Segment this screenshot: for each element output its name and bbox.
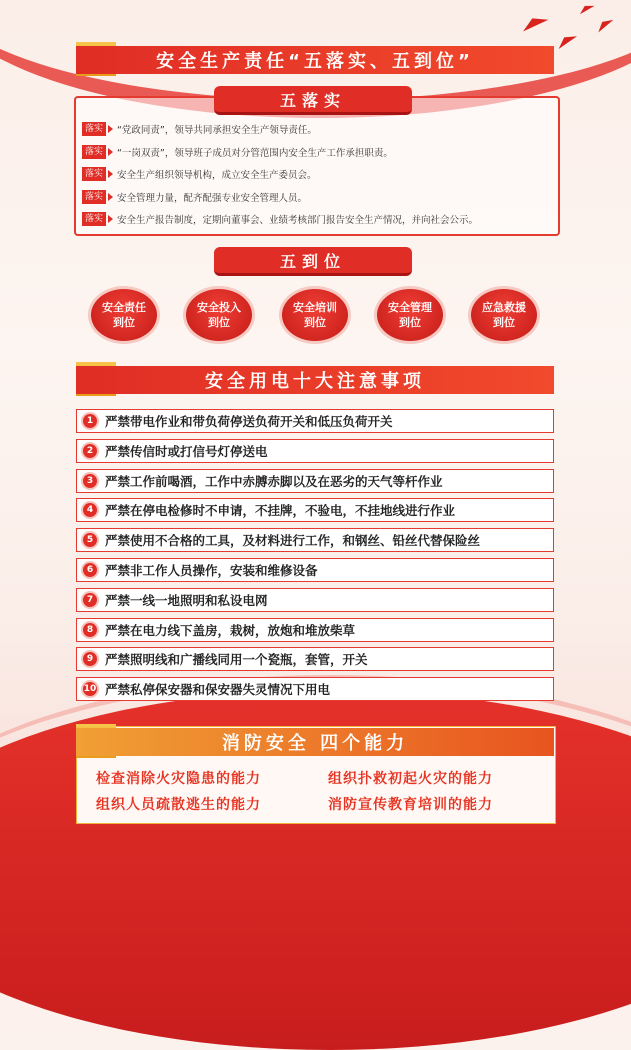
list-item [82,189,307,205]
list-item [82,211,478,227]
triangle-icon [108,170,113,178]
implement-tag: 落实 [82,145,106,159]
number-badge: 10 [83,684,97,694]
triangle-icon [108,215,113,223]
list-item [76,469,554,493]
triangle-icon [108,148,113,156]
list-item [76,647,554,671]
item-text: 严禁带电作业和带负荷停送负荷开关和低压负荷开关 [105,414,393,429]
inplace-line2: 到位 [399,316,421,329]
triangle-icon [108,193,113,201]
inplace-line1: 安全责任 [102,301,146,314]
ability-text: 组织人员疏散逃生的能力 [96,797,261,813]
number-badge: 8 [83,623,97,637]
item-text: 严禁一线一地照明和私设电网 [105,593,268,608]
ability-text: 组织扑救初起火灾的能力 [328,771,493,787]
inplace-line1: 安全管理 [388,301,432,314]
list-item [76,588,554,612]
list-item [82,144,393,160]
implement-text: 安全生产组织领导机构，成立安全生产委员会。 [117,170,317,181]
inplace-circle [279,286,351,344]
number-badge: 5 [83,533,97,547]
list-item [76,558,554,582]
ability-text: 检查消除火灾隐患的能力 [96,771,261,787]
ability-text: 消防宣传教育培训的能力 [328,797,493,813]
item-text: 严禁在停电检修时不申请，不挂牌，不验电，不挂地线进行作业 [105,503,456,518]
list-item [76,677,554,701]
list-item [76,439,554,463]
item-text: 严禁传信时或打信号灯停送电 [105,444,268,459]
list-item [76,498,554,522]
implement-text: 安全生产报告制度，定期向董事会、业绩考核部门报告安全生产情况，并向社会公示。 [117,215,479,226]
inplace-circle [88,286,160,344]
inplace-line1: 应急救援 [482,301,526,314]
inplace-circle [183,286,255,344]
triangle-icon [108,125,113,133]
number-badge: 7 [83,593,97,607]
implement-text: “党政同责”，领导共同承担安全生产领导责任。 [117,125,317,136]
list-item [76,409,554,433]
page-title: 安全生产责任“五落实、五到位” [76,46,554,74]
electric-section-title: 安全用电十大注意事项 [76,366,554,394]
inplace-line1: 安全投入 [197,301,241,314]
implement-text: 安全管理力量，配齐配强专业安全管理人员。 [117,193,308,204]
list-item [76,528,554,552]
inplace-line2: 到位 [113,316,135,329]
list-item [76,618,554,642]
fire-section-title: 消防安全 四个能力 [76,728,554,756]
number-badge: 2 [83,444,97,458]
item-text: 严禁非工作人员操作，安装和维修设备 [105,563,318,578]
implement-tag: 落实 [82,212,106,226]
inplace-line2: 到位 [493,316,515,329]
item-text: 严禁照明线和广播线同用一个瓷瓶，套管，开关 [105,652,368,667]
list-item [82,166,317,182]
item-text: 严禁工作前喝酒，工作中赤膊赤脚以及在恶劣的天气等杆作业 [105,474,443,489]
inplace-circle [468,286,540,344]
five-implement-title: 五落实 [214,86,412,115]
implement-tag: 落实 [82,190,106,204]
item-text: 严禁私停保安器和保安器失灵情况下用电 [105,682,331,697]
number-badge: 3 [83,474,97,488]
implement-tag: 落实 [82,167,106,181]
five-inplace-title: 五到位 [214,247,412,276]
item-text: 严禁使用不合格的工具，及材料进行工作，和钢丝、铅丝代替保险丝 [105,533,481,548]
inplace-line2: 到位 [208,316,230,329]
inplace-circle [374,286,446,344]
implement-text: “一岗双责”，领导班子成员对分管范围内安全生产工作承担职责。 [117,148,393,159]
number-badge: 9 [83,652,97,666]
list-item [82,121,317,137]
number-badge: 6 [83,563,97,577]
inplace-line2: 到位 [304,316,326,329]
implement-tag: 落实 [82,122,106,136]
item-text: 严禁在电力线下盖房，栽树，放炮和堆放柴草 [105,623,356,638]
number-badge: 4 [83,503,97,517]
inplace-line1: 安全培训 [293,301,337,314]
number-badge: 1 [83,414,97,428]
